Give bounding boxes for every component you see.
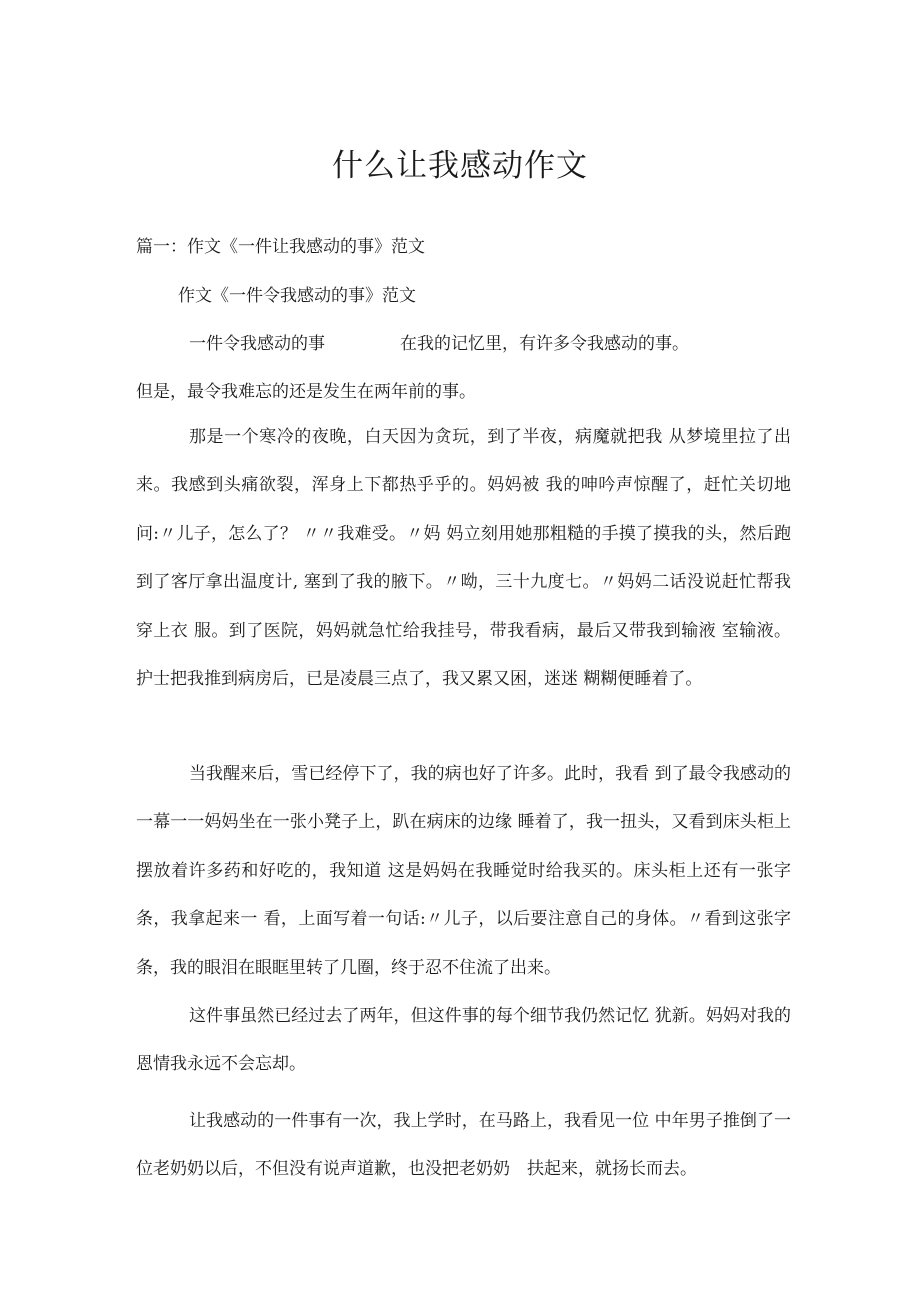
paragraph-2: 当我醒来后，雪已经停下了，我的病也好了许多。此时，我看 到了最令我感动的一幕一一妈妈坐在一张小凳子上，趴在病床的边缘 睡着了，我一扭头，又看到床头柜上摆放着许多药和好吃的，我知道 这是妈妈在我睡觉时给我买的。床头柜上还有一张字条，我拿起来一 看，上面写着一句话:〃儿子，以后要注意自己的身体。〃看到这张字 条，我的眼泪在眼眶里转了几圈，终于忍不住流了出来。 bbox=[136, 764, 791, 978]
section-heading: 篇一：作文《一件让我感动的事》范文 bbox=[136, 237, 425, 257]
intro-text: 在我的记忆里，有许多令我感动的事。 bbox=[400, 334, 689, 354]
intro-label: 一件令我感动的事 bbox=[189, 334, 325, 354]
intro-continue: 但是，最令我难忘的还是发生在两年前的事。 bbox=[136, 382, 476, 402]
sub-heading: 作文《一件令我感动的事》范文 bbox=[178, 286, 416, 306]
paragraph-4: 让我感动的一件事有一次，我上学时，在马路上，我看见一位 中年男子推倒了一位老奶奶以后，不但没有说声道歉，也没把老奶奶 扶起来，就扬长而去。 bbox=[136, 1111, 791, 1180]
paragraph-3: 这件事虽然已经过去了两年，但这件事的每个细节我仍然记忆 犹新。妈妈对我的恩情我永远不会忘却。 bbox=[136, 1006, 791, 1075]
document-title: 什么让我感动作文 bbox=[332, 148, 588, 184]
paragraph-1: 那是一个寒冷的夜晚，白天因为贪玩，到了半夜，病魔就把我 从梦境里拉了出来。我感到头痛欲裂，浑身上下都热乎乎的。妈妈被 我的呻吟声惊醒了，赶忙关切地问:〃儿子，怎么了？ 〃〃我难受。〃妈 妈立刻用她那粗糙的手摸了摸我的头，然后跑到了客厅拿出温度计, 塞到了我的腋下。〃呦，三十九度七。〃妈妈二话没说赶忙帮我穿上衣 服。到了医院，妈妈就急忙给我挂号，带我看病，最后又带我到输液 室输液。护士把我推到病房后，已是凌晨三点了，我又累又困，迷迷 糊糊便睡着了。 bbox=[136, 427, 791, 690]
